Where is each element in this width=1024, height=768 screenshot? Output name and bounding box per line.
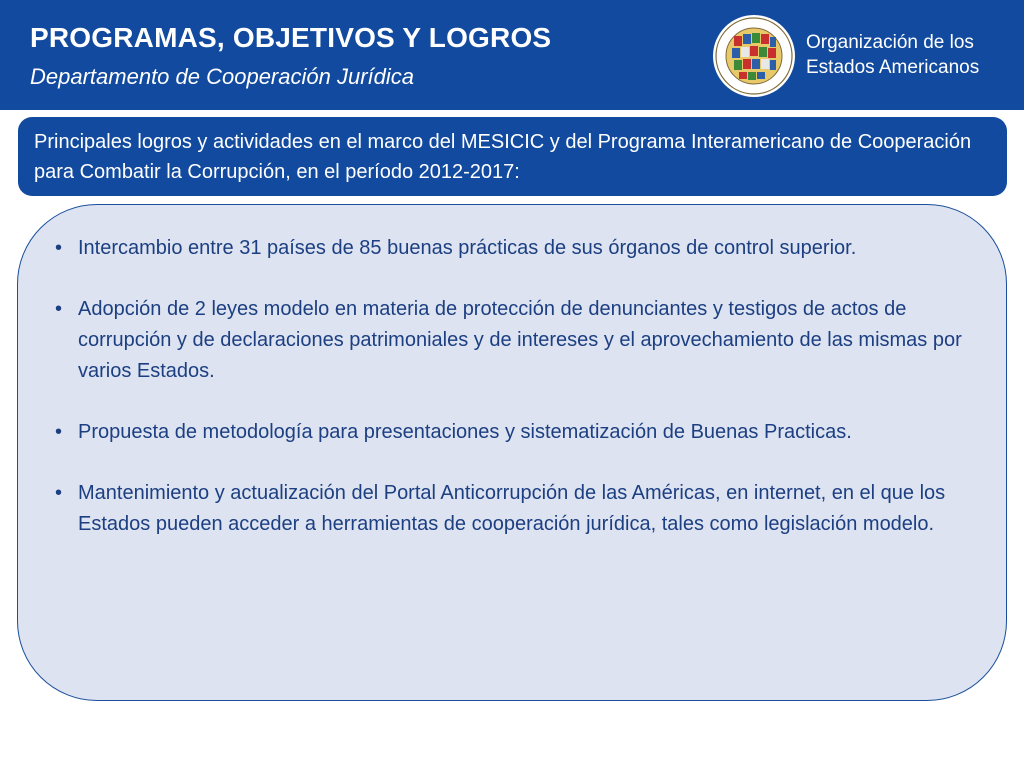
oas-seal-icon [712, 14, 796, 98]
header-bar [0, 0, 1024, 110]
list-item-text: Adopción de 2 leyes modelo en materia de protección de denunciantes y testigos de actos de corrupción y de declaraciones patrimoniales y de intereses y el aprovechamiento de las mismas por varios Estados. [78, 298, 962, 382]
org-name-line2: Estados Americanos [806, 57, 980, 78]
organization-name [806, 30, 1016, 80]
bullet-icon: • [55, 237, 63, 259]
list-item [55, 233, 985, 264]
list-item-text: Propuesta de metodología para presentaciones y sistematización de Buenas Practicas. [78, 421, 852, 443]
intro-banner [18, 117, 1007, 196]
list-item-text: Intercambio entre 31 países de 85 buenas prácticas de sus órganos de control superior. [78, 237, 857, 259]
list-item-text: Mantenimiento y actualización del Portal Anticorrupción de las Américas, en internet, en el que los Estados pueden acceder a herramientas de cooperación jurídica, tales como legislación modelo. [78, 482, 946, 535]
bullet-icon: • [55, 482, 63, 504]
page-subtitle: Departamento de Cooperación Jurídica [30, 64, 415, 89]
intro-banner-text: Principales logros y actividades en el marco del MESICIC y del Programa Interamericano de Cooperación para Combatir la Corrupción, en el período 2012-2017: [34, 131, 972, 183]
bullet-icon: • [55, 421, 63, 443]
org-name-line1: Organización de los [806, 32, 974, 53]
page-title: PROGRAMAS, OBJETIVOS Y LOGROS [30, 22, 552, 53]
list-item [55, 294, 985, 387]
list-item [55, 478, 985, 540]
list-item [55, 417, 985, 448]
achievements-list [55, 233, 985, 570]
bullet-icon: • [55, 298, 63, 320]
